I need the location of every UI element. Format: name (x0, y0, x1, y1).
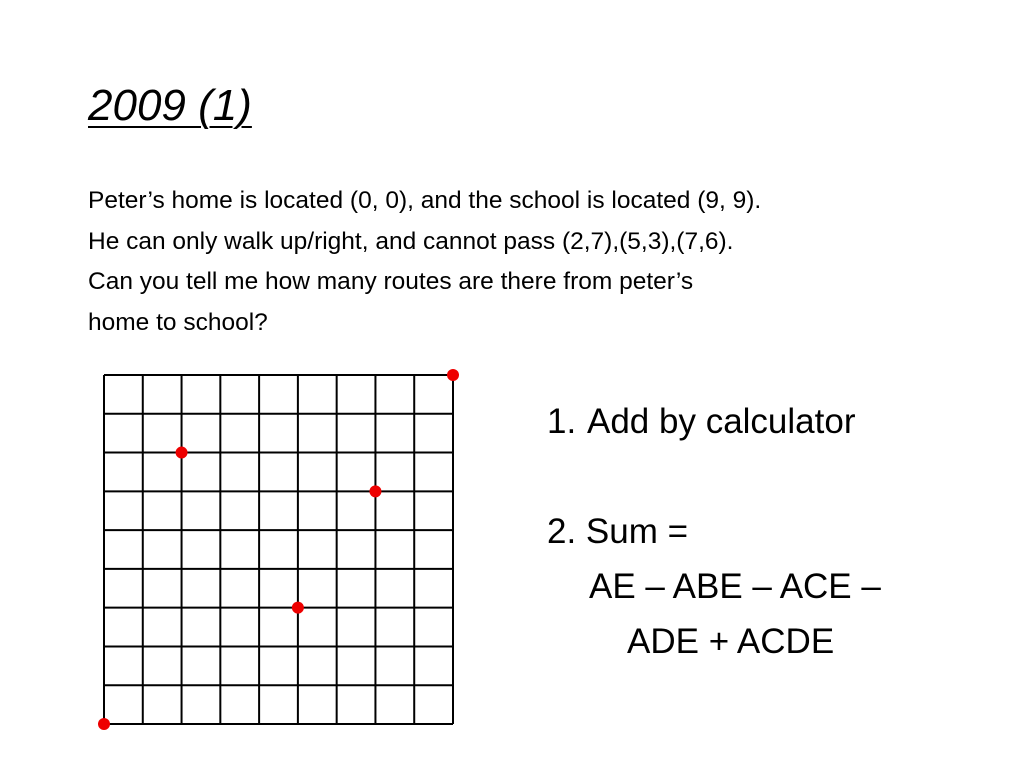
grid-point-home (98, 718, 110, 730)
grid-point-school (447, 369, 459, 381)
problem-line: Can you tell me how many routes are there from peter’s (88, 268, 694, 295)
step-2-formula-line-1: AE – ABE – ACE – (589, 567, 881, 606)
grid-point-blocked (369, 485, 381, 497)
step-2: 2. Sum = (547, 512, 689, 551)
step-1-number: 1. (547, 402, 577, 441)
grid-point-blocked (292, 602, 304, 614)
problem-line: home to school? (88, 308, 268, 336)
problem-line: He can only walk up/right, and cannot pass (2,7),(5,3),(7,6). (88, 227, 734, 255)
slide-title: 2009 (1) (88, 81, 252, 130)
problem-line: Peter’s home is located (0, 0), and the school is located (9, 9). (88, 187, 762, 214)
grid-point-blocked (176, 447, 188, 459)
step-1-text: Add by calculator (587, 402, 856, 441)
step-1 (547, 401, 855, 443)
step-2-formula-line-2: ADE + ACDE (627, 622, 835, 661)
